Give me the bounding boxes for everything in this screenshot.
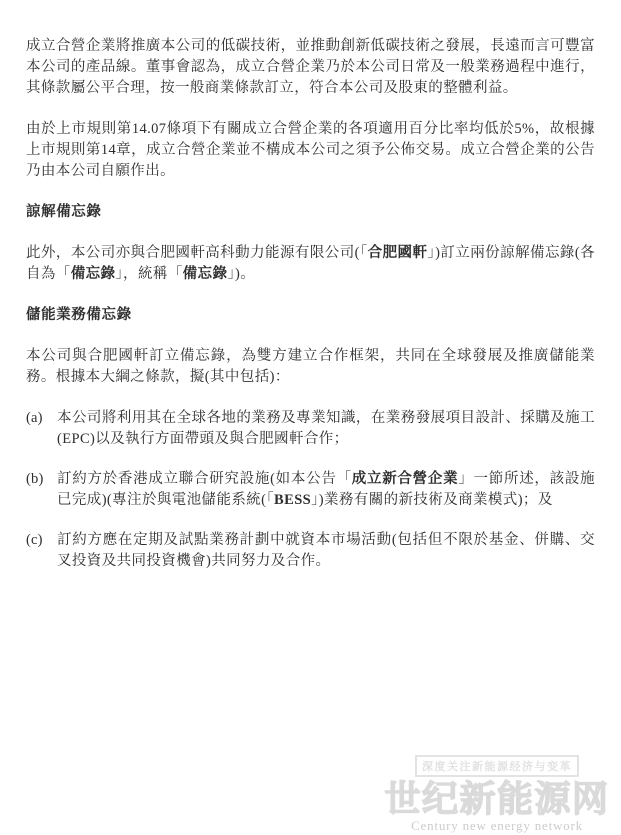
paragraph-mou-parties: 此外，本公司亦與合肥國軒高科動力能源有限公司(「合肥國軒」)訂立兩份諒解備忘錄(各自為「備忘錄」，統稱「備忘錄」)。 (26, 245, 595, 282)
list-marker-c: (c) (26, 532, 43, 548)
list-item-a (26, 408, 595, 450)
list-text-b: 訂約方於香港成立聯合研究設施(如本公告「成立新合營企業」一節所述，該設施已完成)(專注於與電池儲能系統(「BESS」)業務有關的新技術及商業模式)；及 (57, 471, 595, 508)
paragraph-listing-rules: 由於上市規則第14.07條項下有關成立合營企業的各項適用百分比率均低於5%，故根據上市規則第14章，成立合營企業並不構成本公司之須予公佈交易。成立合營企業的公告乃由本公司自願作出。 (26, 121, 595, 179)
watermark-subtitle: Century new energy network (411, 818, 583, 833)
paragraph-cooperation-framework: 本公司與合肥國軒訂立備忘錄，為雙方建立合作框架，共同在全球發展及推廣儲能業務。根據本大綱之條款，擬(其中包括)： (26, 348, 595, 385)
document-content (26, 36, 595, 591)
list-item-c (26, 530, 595, 572)
list-text-a: 本公司將利用其在全球各地的業務及專業知識，在業務發展項目設計、採購及施工(EPC)以及執行方面帶頭及與合肥國軒合作； (57, 410, 595, 447)
watermark-tagline: 深度关注新能源经济与变革 (415, 755, 579, 777)
paragraph-jv-benefits: 成立合營企業將推廣本公司的低碳技術，並推動創新低碳技術之發展，長遠而言可豐富本公司的產品線。董事會認為，成立合營企業乃於本公司日常及一般業務過程中進行，其條款屬公平合理，按一般商業條款訂立，符合本公司及股東的整體利益。 (26, 38, 595, 96)
list-item-b (26, 469, 595, 511)
heading-mou: 諒解備忘錄 (26, 204, 102, 220)
watermark-title: 世纪新能源网 (384, 778, 610, 819)
list-marker-a: (a) (26, 410, 43, 426)
watermark (381, 755, 613, 833)
list-marker-b: (b) (26, 471, 44, 487)
heading-energy-storage-mou: 儲能業務備忘錄 (26, 307, 132, 323)
list-text-c: 訂約方應在定期及試點業務計劃中就資本市場活動(包括但不限於基金、併購、交叉投資及共同投資機會)共同努力及合作。 (57, 532, 595, 569)
